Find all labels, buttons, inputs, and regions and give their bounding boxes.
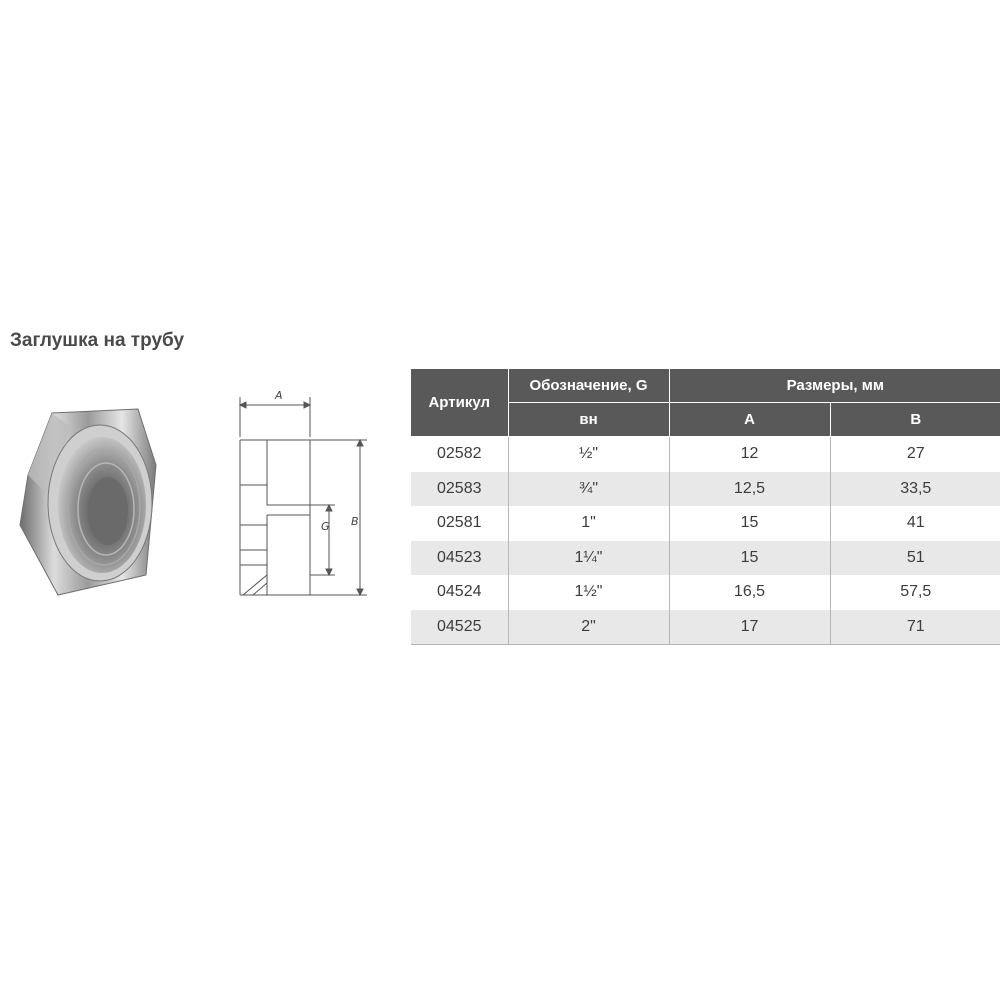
cell-article: 04523 (411, 541, 508, 576)
cell-article: 02582 (437, 445, 482, 463)
header-designation: Обозначение, G (508, 369, 669, 403)
header-dim-a: A (669, 403, 830, 437)
cell-dim-a: 17 (669, 610, 830, 645)
cell-dim-a: 15 (669, 541, 830, 576)
cell-designation: 2" (508, 610, 669, 645)
cell-designation: 1" (508, 506, 669, 541)
cell-dim-a: 12,5 (669, 472, 830, 507)
dimension-label-g: G (321, 520, 330, 533)
cell-article: 02583 (411, 472, 508, 507)
cell-dim-b: 51 (830, 541, 1000, 576)
cell-designation: ¾" (508, 472, 669, 507)
table-row (411, 506, 1000, 541)
cell-designation: ½" (508, 437, 669, 472)
spec-table (411, 369, 1000, 645)
cell-dim-b: 41 (830, 506, 1000, 541)
header-dimensions: Размеры, мм (669, 369, 1000, 403)
cell-article: 02581 (437, 514, 482, 532)
table-row (411, 472, 1000, 507)
page-title: Заглушка на трубу (10, 330, 185, 351)
table-row (411, 575, 1000, 610)
table-row (411, 437, 1000, 472)
cell-designation: 1½" (508, 575, 669, 610)
cell-dim-b: 33,5 (830, 472, 1000, 507)
product-photo (18, 405, 158, 605)
cell-dim-b: 71 (830, 610, 1000, 645)
table-row (411, 610, 1000, 645)
cell-designation: 1¼" (508, 541, 669, 576)
cell-dim-b: 27 (830, 437, 1000, 472)
technical-drawing (225, 385, 375, 605)
header-designation-sub: вн (508, 403, 669, 437)
cell-dim-a: 12 (669, 437, 830, 472)
header-dim-b: B (830, 403, 1000, 437)
cell-article: 04525 (411, 610, 508, 645)
cell-dim-a: 16,5 (669, 575, 830, 610)
dimension-label-b: B (351, 515, 359, 528)
table-row (411, 541, 1000, 576)
header-article: Артикул (411, 369, 508, 437)
dimension-label-a: A (275, 389, 283, 402)
cell-article: 04524 (437, 583, 482, 601)
cell-dim-a: 15 (669, 506, 830, 541)
cell-dim-b: 57,5 (830, 575, 1000, 610)
